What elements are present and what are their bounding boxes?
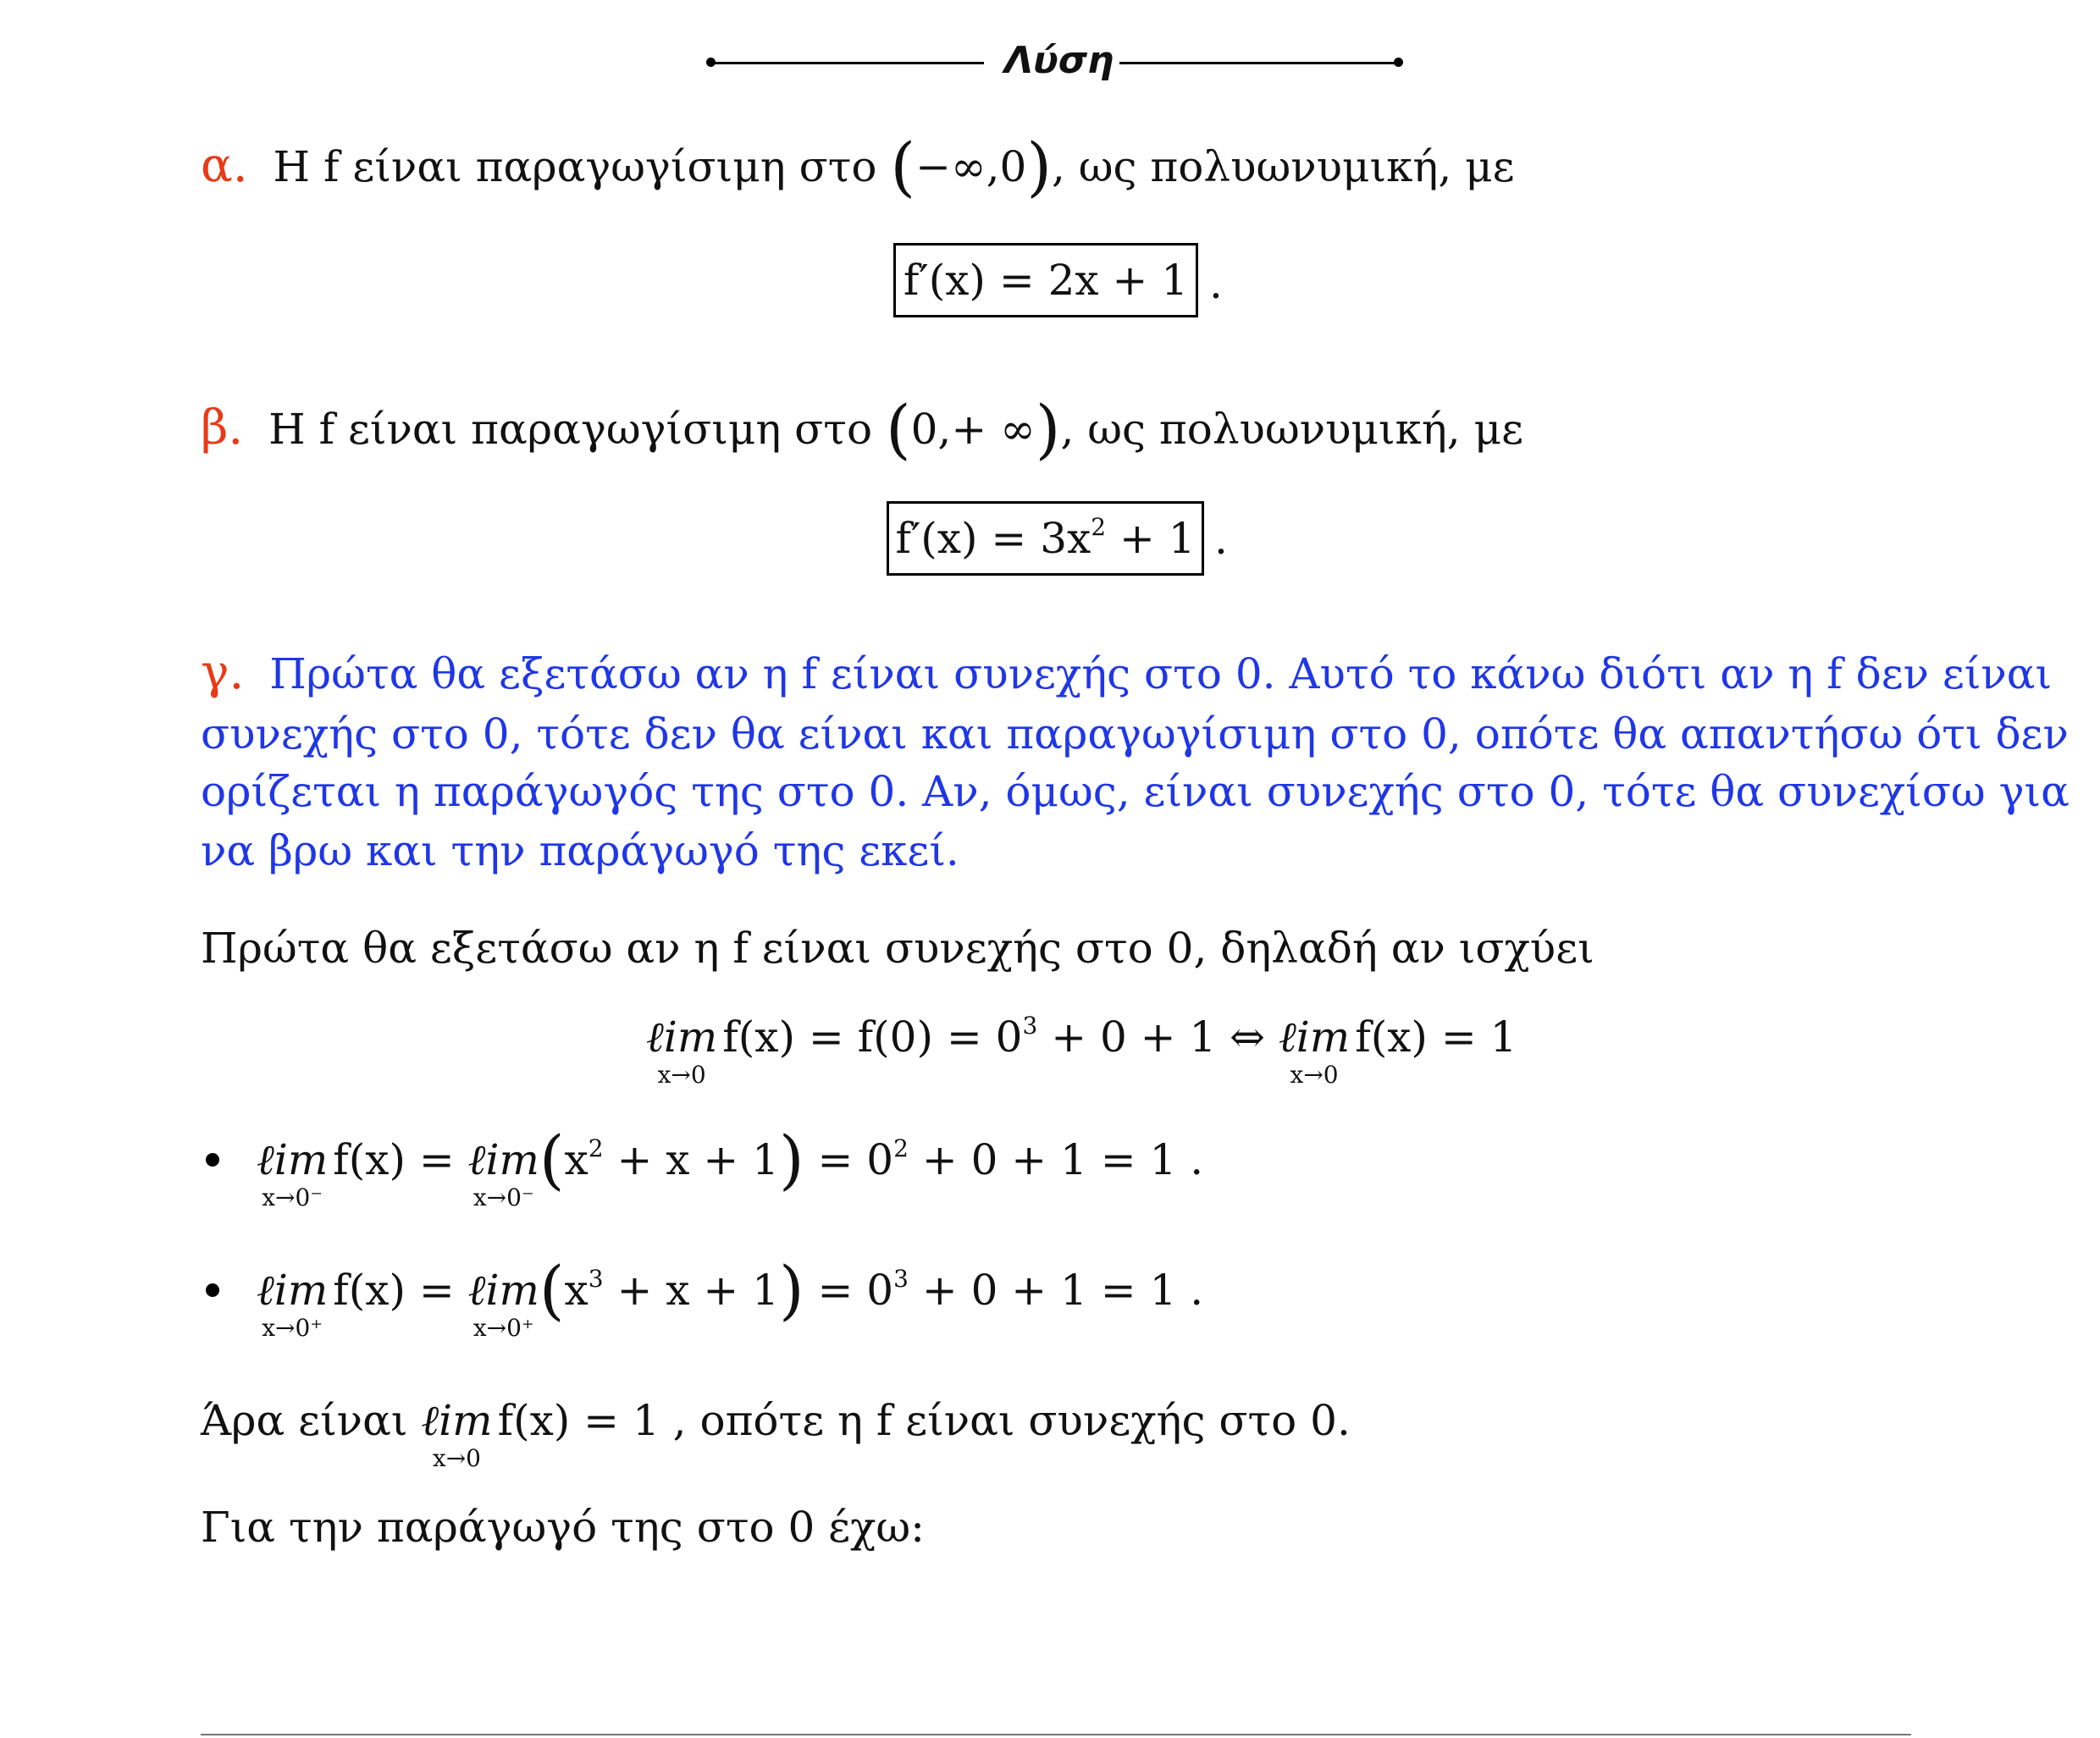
bullet bbox=[206, 1283, 219, 1297]
left-limit-exp2: 2 bbox=[893, 1134, 909, 1162]
lim-symbol: ℓim bbox=[257, 1266, 329, 1315]
continuity-equation bbox=[646, 1012, 1517, 1089]
part-b-label: β. bbox=[201, 400, 244, 455]
continuity-eq-exp: 3 bbox=[1022, 1012, 1038, 1040]
lim-subscript: x→0 bbox=[657, 1061, 706, 1089]
header-title: Λύση bbox=[1004, 39, 1114, 82]
limit-operator bbox=[257, 1266, 329, 1342]
footer-rule bbox=[201, 1734, 1911, 1735]
part-b-formula-box bbox=[887, 501, 1204, 576]
part-b-formula-period: . bbox=[1214, 515, 1228, 564]
part-b-line bbox=[201, 391, 1523, 467]
part-b-text: Η f είναι παραγωγίσιμη στο bbox=[268, 405, 873, 454]
continuity-eq-part1: f(x) = f(0) = 0 bbox=[722, 1012, 1023, 1062]
header-dot-right bbox=[1394, 58, 1403, 67]
header-line-left bbox=[711, 62, 984, 64]
right-limit-eq1: = 0 bbox=[804, 1266, 894, 1315]
conclusion-after: , οπότε η f είναι συνεχής στο 0. bbox=[659, 1396, 1351, 1445]
continuity-eq-part3: f(x) = 1 bbox=[1355, 1012, 1517, 1062]
limit-operator bbox=[646, 1012, 718, 1089]
part-c-label: γ. bbox=[201, 645, 245, 700]
right-limit-exp2: 3 bbox=[893, 1265, 909, 1293]
conclusion-line bbox=[201, 1396, 1351, 1472]
paren-close: ) bbox=[778, 1122, 804, 1198]
lim-symbol: ℓim bbox=[467, 1266, 539, 1315]
part-a-text: Η f είναι παραγωγίσιμη στο bbox=[273, 142, 877, 191]
lim-symbol: ℓim bbox=[467, 1135, 539, 1184]
left-limit-exp1: 2 bbox=[588, 1134, 604, 1162]
bullet bbox=[206, 1153, 219, 1167]
limit-operator bbox=[467, 1135, 539, 1211]
lim-subscript: x→0 bbox=[1290, 1061, 1339, 1089]
paren-close: ) bbox=[1035, 391, 1061, 467]
part-a-formula-period: . bbox=[1209, 259, 1223, 308]
limit-operator bbox=[1278, 1012, 1351, 1089]
part-b-formula-base: f′(x) = 3x bbox=[895, 514, 1091, 563]
part-a-formula: f′(x) = 2x + 1 bbox=[903, 256, 1189, 305]
lim-subscript: x→0⁻ bbox=[262, 1183, 323, 1211]
part-b-formula bbox=[895, 514, 1195, 563]
lim-subscript: x→0⁻ bbox=[472, 1183, 534, 1211]
paren-open: ( bbox=[885, 391, 911, 467]
paren-close: ) bbox=[1026, 129, 1052, 205]
left-limit-inner1: x bbox=[564, 1135, 589, 1184]
part-a-label: α. bbox=[201, 138, 248, 193]
part-b-text-after: , ως πολυωνυμική, με bbox=[1060, 405, 1523, 454]
part-c-plan-line-2: συνεχής στο 0, τότε δεν θα είναι και παραγωγίσιμη στο 0, οπότε θα απαντήσω ότι δεν bbox=[201, 709, 2069, 759]
left-limit-equation bbox=[257, 1122, 1204, 1211]
limit-operator bbox=[257, 1135, 329, 1211]
right-limit-inner1: x bbox=[564, 1266, 589, 1315]
lim-subscript: x→0⁺ bbox=[472, 1314, 534, 1342]
header-line-right bbox=[1119, 62, 1399, 64]
paren-open: ( bbox=[890, 129, 916, 205]
conclusion-before: Άρα είναι bbox=[201, 1396, 422, 1445]
lim-symbol: ℓim bbox=[257, 1135, 329, 1184]
left-limit-fx: f(x) = bbox=[333, 1135, 468, 1184]
paren-open: ( bbox=[539, 1252, 565, 1328]
paren-open: ( bbox=[539, 1122, 565, 1198]
part-a-formula-box bbox=[893, 243, 1198, 317]
left-limit-eq2: + 0 + 1 = 1 . bbox=[908, 1135, 1204, 1184]
right-limit-exp1: 3 bbox=[588, 1265, 604, 1293]
conclusion-mid: f(x) = 1 bbox=[497, 1396, 660, 1445]
right-limit-fx: f(x) = bbox=[333, 1266, 468, 1315]
derivative-intro: Για την παράγωγό της στο 0 έχω: bbox=[201, 1503, 926, 1552]
right-limit-equation bbox=[257, 1252, 1204, 1342]
part-c-plan-line-3: ορίζεται η παράγωγός της στο 0. Αν, όμως, είναι συνεχής στο 0, τότε θα συνεχίσω για bbox=[201, 767, 2070, 816]
part-c-plan-line-1 bbox=[201, 645, 2053, 700]
left-limit-inner2: + x + 1 bbox=[603, 1135, 779, 1184]
continuity-intro: Πρώτα θα εξετάσω αν η f είναι συνεχής στο 0, δηλαδή αν ισχύει bbox=[201, 924, 1594, 973]
paren-close: ) bbox=[778, 1252, 804, 1328]
lim-symbol: ℓim bbox=[1278, 1012, 1351, 1062]
left-limit-eq1: = 0 bbox=[804, 1135, 894, 1184]
part-a-line bbox=[201, 129, 1515, 205]
lim-subscript: x→0⁺ bbox=[262, 1314, 323, 1342]
part-c-plan-text-1: Πρώτα θα εξετάσω αν η f είναι συνεχής στο 0. Αυτό το κάνω διότι αν η f δεν είναι bbox=[269, 649, 2053, 698]
continuity-eq-part2: + 0 + 1 ⇔ bbox=[1037, 1012, 1279, 1062]
part-b-formula-tail: + 1 bbox=[1106, 514, 1196, 563]
part-a-text-after: , ως πολυωνυμική, με bbox=[1051, 142, 1515, 191]
right-limit-eq2: + 0 + 1 = 1 . bbox=[908, 1266, 1204, 1315]
part-b-interval: 0,+ ∞ bbox=[910, 405, 1036, 454]
limit-operator bbox=[421, 1396, 493, 1472]
right-limit-inner2: + x + 1 bbox=[603, 1266, 779, 1315]
part-b-formula-exp: 2 bbox=[1091, 513, 1107, 541]
part-a-interval: −∞,0 bbox=[915, 142, 1027, 191]
lim-symbol: ℓim bbox=[646, 1012, 718, 1062]
lim-subscript: x→0 bbox=[432, 1444, 481, 1472]
lim-symbol: ℓim bbox=[421, 1396, 493, 1445]
limit-operator bbox=[467, 1266, 539, 1342]
part-c-plan-line-4: να βρω και την παράγωγό της εκεί. bbox=[201, 826, 959, 875]
